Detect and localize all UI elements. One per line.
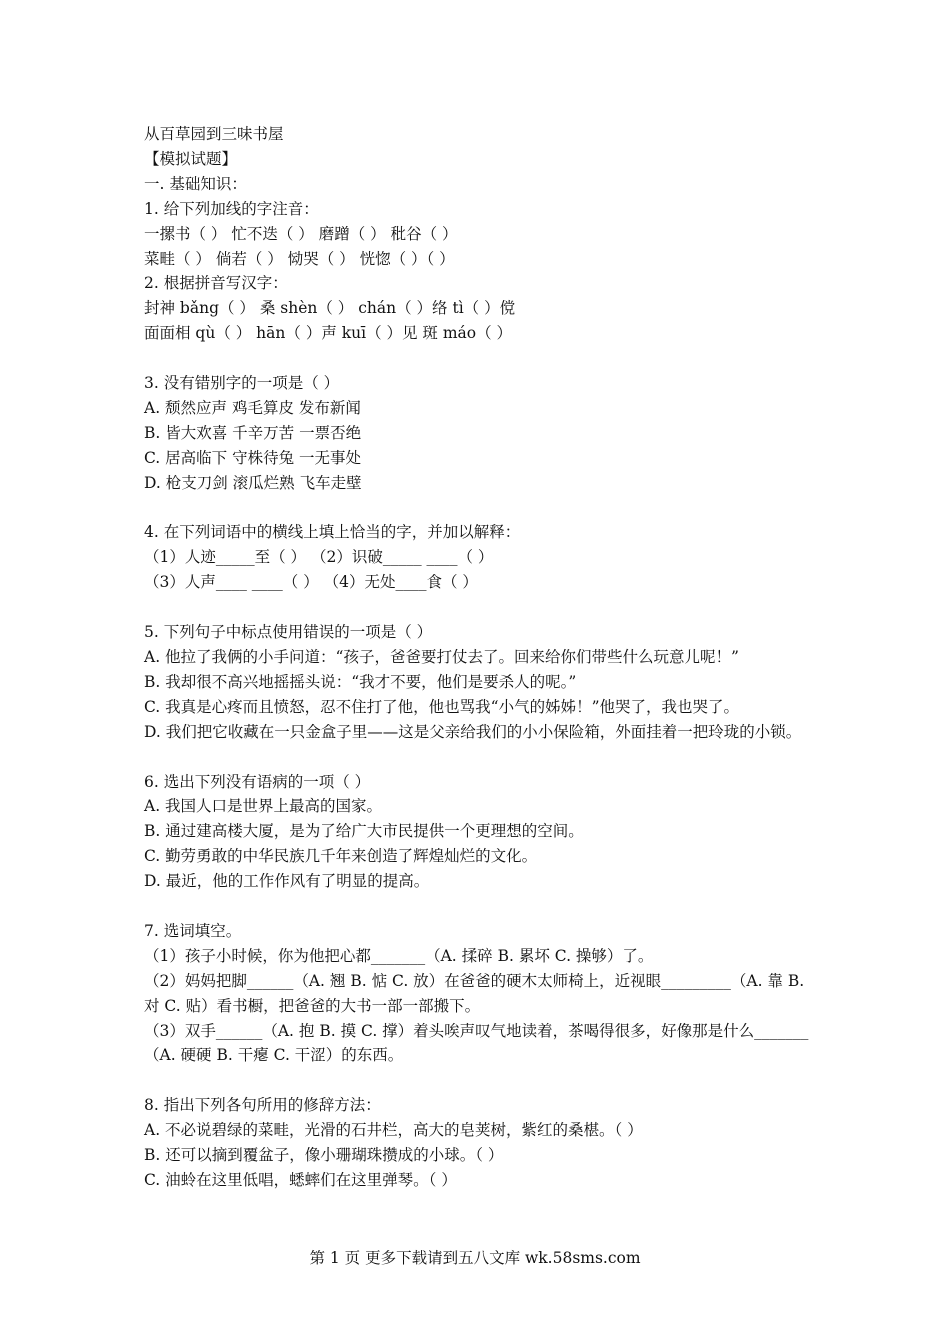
q7-stem: 7. 选词填空。 xyxy=(144,921,242,940)
q3-option-b: B. 皆大欢喜 千辛万苦 一票否绝 xyxy=(144,423,362,442)
q2-line: 面面相 qù（ ） hān（ ）声 kuī（ ）见 斑 máo（ ） xyxy=(144,324,513,343)
q5-option-a: A. 他拉了我俩的小手问道：“孩子，爸爸要打仗去了。回来给你们带些什么玩意儿呢！” xyxy=(144,647,739,666)
part-heading: 一. 基础知识： xyxy=(144,174,247,193)
q8-stem: 8. 指出下列各句所用的修辞方法： xyxy=(144,1096,381,1115)
q1-line: 一摞书（ ） 忙不迭（ ） 磨蹭（ ） 秕谷（ ） xyxy=(144,224,458,243)
q1-line: 菜畦（ ） 倘若（ ） 恸哭（ ） 恍惚（ ）（ ） xyxy=(144,249,455,268)
q4-line: （3）人声____ ____（ ） （4）无处____食（ ） xyxy=(144,573,478,592)
page-footer: 第 1 页 更多下载请到五八文库 wk.58sms.com xyxy=(309,1249,641,1267)
q7-part-3: （3）双手______（A. 抱 B. 摸 C. 撑）着头唉声叹气地读着，茶喝得很多，好像那是什么_______（A. 硬硬 B. 干瘪 C. 干涩）的东西。 xyxy=(144,1021,809,1065)
q3-option-a: A. 颓然应声 鸡毛算皮 发布新闻 xyxy=(144,398,361,417)
q8-option-c: C. 油蛉在这里低唱，蟋蟀们在这里弹琴。（ ） xyxy=(144,1170,457,1189)
q6-option-d: D. 最近，他的工作作风有了明显的提高。 xyxy=(144,872,430,891)
spacer xyxy=(144,1068,814,1093)
q5-option-c: C. 我真是心疼而且愤怒，忍不住打了他，他也骂我“小气的姊姊！”他哭了，我也哭了。 xyxy=(144,697,740,716)
q6-stem: 6. 选出下列没有语病的一项（ ） xyxy=(144,772,371,791)
spacer xyxy=(144,745,814,770)
q7-part-2: （2）妈妈把脚______（A. 翘 B. 惦 C. 放）在爸爸的硬木太师椅上，近视眼_________（A. 靠 B. 对 C. 贴）看书橱，把爸爸的大书一部一部搬下。 xyxy=(144,971,810,1015)
q3-option-d: D. 枪支刀剑 滚瓜烂熟 飞车走壁 xyxy=(144,473,362,492)
q3-stem: 3. 没有错别字的一项是（ ） xyxy=(144,374,340,393)
q4-stem: 4. 在下列词语中的横线上填上恰当的字，并加以解释： xyxy=(144,523,521,542)
q1-stem: 1. 给下列加线的字注音： xyxy=(144,199,319,218)
q8-option-a: A. 不必说碧绿的菜畦，光滑的石井栏，高大的皂荚树，紫红的桑椹。（ ） xyxy=(144,1121,643,1140)
spacer xyxy=(144,894,814,919)
q8-option-b: B. 还可以摘到覆盆子，像小珊瑚珠攒成的小球。（ ） xyxy=(144,1146,504,1165)
q2-stem: 2. 根据拼音写汉字： xyxy=(144,274,288,293)
q7-part-1: （1）孩子小时候，你为他把心都_______（A. 揉碎 B. 累坏 C. 操够）了。 xyxy=(144,946,654,965)
spacer xyxy=(144,595,814,620)
q5-option-b: B. 我却很不高兴地摇摇头说：“我才不要，他们是要杀人的呢。” xyxy=(144,672,577,691)
q2-line: 封神 bǎng（ ） 桑 shèn（ ） chán（ ）络 tì（ ）傥 xyxy=(144,299,516,318)
spacer xyxy=(144,346,814,371)
q5-option-d: D. 我们把它收藏在一只金盒子里——这是父亲给我们的小小保险箱，外面挂着一把玲珑的小锁。 xyxy=(144,722,802,741)
q5-stem: 5. 下列句子中标点使用错误的一项是（ ） xyxy=(144,623,433,642)
q6-option-b: B. 通过建高楼大厦，是为了给广大市民提供一个更理想的空间。 xyxy=(144,822,584,841)
document-body xyxy=(144,122,814,1193)
q4-line: （1）人迹_____至（ ） （2）识破_____ ____（ ） xyxy=(144,548,494,567)
q6-option-a: A. 我国人口是世界上最高的国家。 xyxy=(144,797,383,816)
q6-option-c: C. 勤劳勇敢的中华民族几千年来创造了辉煌灿烂的文化。 xyxy=(144,847,538,866)
doc-title: 从百草园到三味书屋 xyxy=(144,125,284,143)
q3-option-c: C. 居高临下 守株待兔 一无事处 xyxy=(144,448,362,467)
section-heading: 【模拟试题】 xyxy=(144,149,238,168)
spacer xyxy=(144,496,814,521)
